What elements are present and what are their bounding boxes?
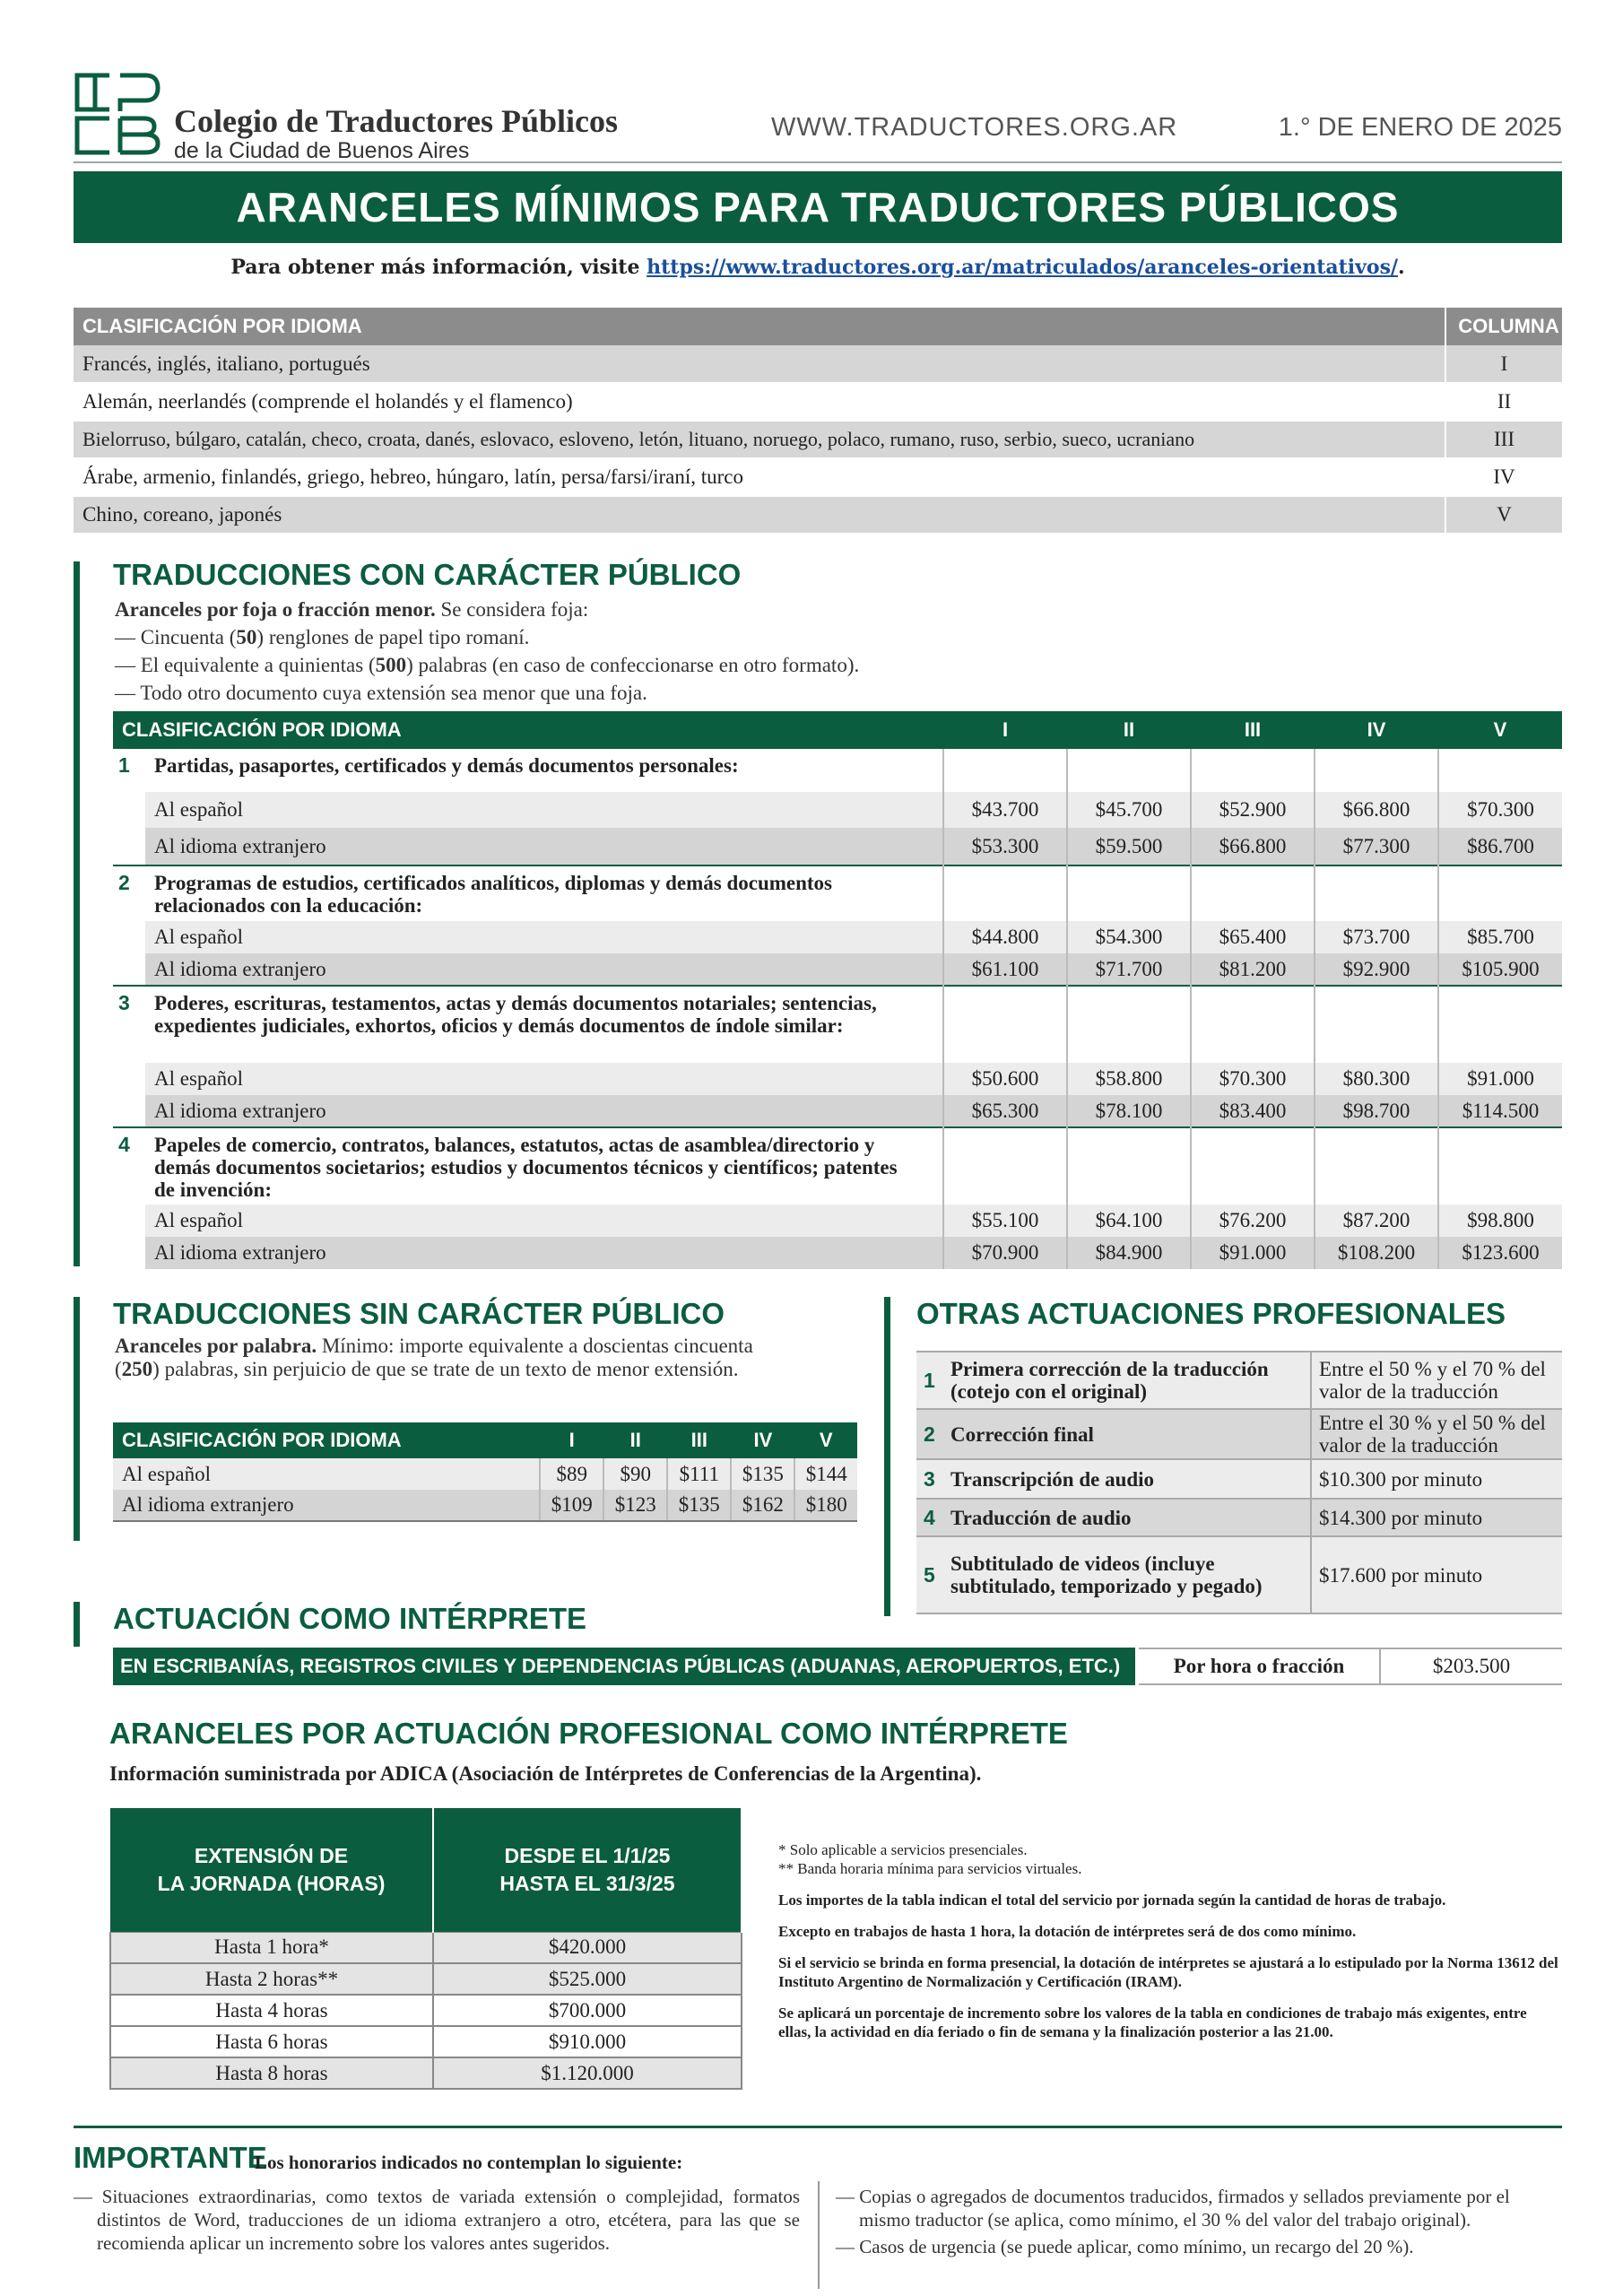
header-line: LA JORNADA (HORAS) [157, 1871, 386, 1895]
rate-value: $81.200 [1191, 953, 1315, 986]
rate-value: $66.800 [1191, 828, 1315, 865]
rate-value: $65.300 [943, 1095, 1067, 1127]
info-suffix: . [1398, 256, 1405, 279]
important-item: — Copias o agregados de documentos traducidos, firmados y sellados previamente por el mismo traductor (se aplica, como mínimo, el 30 % del valor del trabajo original). [836, 2186, 1510, 2231]
lang-column: I [1445, 345, 1562, 383]
table-row [113, 1205, 1562, 1237]
bullet-number: 500 [375, 654, 407, 676]
bullet-text: — El equivalente a quinientas ( [115, 654, 376, 676]
public-section-title: TRADUCCIONES CON CARÁCTER PÚBLICO [113, 558, 742, 591]
info-line [74, 256, 1562, 279]
price-cell: $910.000 [433, 2026, 742, 2057]
rate-value: $54.300 [1067, 921, 1191, 953]
table-row [74, 345, 1562, 383]
col-header: I [540, 1422, 603, 1458]
rate-value: $43.700 [943, 792, 1067, 828]
col-header: IV [1315, 711, 1438, 749]
table-row [110, 2026, 742, 2057]
group-number: 3 [113, 986, 145, 1063]
bullet-text: ) renglones de papel tipo romaní. [256, 626, 530, 648]
rate-value: $123 [603, 1490, 667, 1521]
page-header [74, 63, 1562, 163]
rate-value: $45.700 [1067, 792, 1191, 828]
section-accent-bar [74, 561, 80, 1266]
table-row [113, 792, 1562, 828]
rate-value: $89 [540, 1458, 603, 1490]
service-name: Primera corrección de la traducción (cotejo con el original) [943, 1352, 1311, 1409]
col-header: I [943, 711, 1067, 749]
group-number: 1 [118, 753, 130, 777]
rate-value: $52.900 [1191, 792, 1315, 828]
col-header: V [794, 1422, 857, 1458]
adica-col-header-hours [110, 1808, 433, 1932]
lang-header-label: CLASIFICACIÓN POR IDIOMA [74, 308, 1445, 345]
language-classification-table [74, 308, 1562, 535]
table-row [113, 953, 1562, 986]
nonpublic-rates-table [113, 1422, 857, 1522]
price-cell: $1.120.000 [433, 2057, 742, 2089]
group-title: Programas de estudios, certificados analíticos, diplomas y demás documentos relacionados con la educación: [145, 865, 943, 921]
row-label: Al idioma extranjero [145, 1237, 943, 1269]
table-row [916, 1499, 1562, 1536]
service-number: 5 [916, 1536, 943, 1613]
public-lead-rest: Se considera foja: [435, 598, 589, 621]
public-section-text [115, 596, 1191, 707]
rate-value: $162 [731, 1490, 794, 1521]
table-row [74, 458, 1562, 496]
lead-number: 250 [121, 1358, 153, 1380]
rate-value: $114.500 [1438, 1095, 1562, 1127]
table-row [74, 421, 1562, 458]
service-value: $10.300 por minuto [1311, 1459, 1562, 1499]
group-heading-row [113, 865, 1562, 921]
hours-cell: Hasta 6 horas [110, 2026, 433, 2057]
nonpublic-section-title: TRADUCCIONES SIN CARÁCTER PÚBLICO [113, 1297, 725, 1330]
bullet-text: ) palabras (en caso de confeccionarse en otro formato). [406, 654, 860, 676]
rate-value: $109 [540, 1490, 603, 1521]
public-rates-table [113, 711, 1562, 1269]
hours-cell: Hasta 4 horas [110, 1995, 433, 2026]
ctpcba-logo-icon [74, 68, 163, 158]
table-row [113, 1063, 1562, 1095]
rate-value: $78.100 [1067, 1095, 1191, 1127]
rate-value: $91.000 [1191, 1237, 1315, 1269]
rate-value: $70.300 [1438, 792, 1562, 828]
page-title: ARANCELES MÍNIMOS PARA TRADUCTORES PÚBLICOS [74, 171, 1562, 243]
section-accent-bar [884, 1297, 890, 1616]
rate-value: $86.700 [1438, 828, 1562, 865]
hours-cell: Hasta 2 horas** [110, 1963, 433, 1995]
group-title: Partidas, pasaportes, certificados y demás documentos personales: [154, 754, 739, 777]
rate-value: $59.500 [1067, 828, 1191, 865]
group-heading-row [113, 986, 1562, 1063]
rate-value: $135 [731, 1458, 794, 1490]
rate-value: $98.700 [1315, 1095, 1438, 1127]
important-subtitle: Los honorarios indicados no contemplan lo siguiente: [255, 2152, 683, 2173]
other-section-title: OTRAS ACTUACIONES PROFESIONALES [916, 1297, 1506, 1330]
rate-value: $105.900 [1438, 953, 1562, 986]
service-name: Traducción de audio [943, 1499, 1311, 1536]
service-name: Subtitulado de videos (incluye subtitulado, temporizado y pegado) [943, 1536, 1311, 1613]
lang-column: II [1445, 383, 1562, 421]
table-row [110, 1963, 742, 1995]
table-row [916, 1536, 1562, 1613]
price-cell: $700.000 [433, 1995, 742, 2026]
lang-list: Árabe, armenio, finlandés, griego, hebreo, húngaro, latín, persa/farsi/iraní, turco [74, 458, 1445, 496]
section-accent-bar [74, 1297, 80, 1541]
nonpublic-lead-bold: Aranceles por palabra. [115, 1335, 317, 1357]
important-left-column [74, 2185, 800, 2258]
table-row [916, 1409, 1562, 1459]
header-line: EXTENSIÓN DE [194, 1843, 349, 1867]
lang-list: Francés, inglés, italiano, portugués [74, 345, 1445, 383]
rate-value: $84.900 [1067, 1237, 1191, 1269]
info-prefix: Para obtener más información, visite [230, 256, 647, 279]
row-label: Al español [145, 792, 943, 828]
adica-col-header-period [433, 1808, 742, 1932]
group-heading-row [113, 749, 1562, 792]
adica-notes [778, 1840, 1562, 2041]
lang-column: IV [1445, 458, 1562, 496]
price-cell: $420.000 [433, 1932, 742, 1963]
important-item: — Casos de urgencia (se puede aplicar, como mínimo, un recargo del 20 %). [836, 2236, 1414, 2257]
row-label: Al idioma extranjero [145, 953, 943, 986]
table-row [113, 1458, 857, 1490]
col-header: V [1438, 711, 1562, 749]
rate-value: $76.200 [1191, 1205, 1315, 1237]
rate-value: $77.300 [1315, 828, 1438, 865]
table-row [916, 1459, 1562, 1499]
row-label: Al idioma extranjero [145, 828, 943, 865]
rate-value: $111 [667, 1458, 731, 1490]
rate-value: $90 [603, 1458, 667, 1490]
header-date: 1.° DE ENERO DE 2025 [1278, 113, 1562, 142]
table-row [113, 1237, 1562, 1269]
org-name: Colegio de Traductores Públicos [174, 103, 618, 139]
rate-value: $55.100 [943, 1205, 1067, 1237]
note-paragraph: Excepto en trabajos de hasta 1 hora, la dotación de intérpretes será de dos como mínimo. [778, 1923, 1357, 1940]
rate-value: $65.400 [1191, 921, 1315, 953]
group-number: 2 [113, 865, 145, 921]
table-row [110, 1932, 742, 1963]
important-divider [74, 2126, 1562, 2128]
rate-value: $85.700 [1438, 921, 1562, 953]
important-item: — Situaciones extraordinarias, como textos de variada extensión o complejidad, formatos distintos de Word, traducciones de un idioma extranjero a otro, etcétera, para las que se recomienda aplicar un incremento sobre los valores antes sugeridos. [74, 2186, 800, 2254]
lead-text: Mínimo: importe equivalente a doscientas cincuenta ( [115, 1335, 753, 1380]
rate-value: $98.800 [1438, 1205, 1562, 1237]
note-paragraph: Se aplicará un porcentaje de incremento sobre los valores de la tabla en condiciones de trabajo más exigentes, entre ellas, la actividad en día feriado o fin de semana y la finalización posterior a las 21.00. [778, 2005, 1527, 2040]
header-line: HASTA EL 31/3/25 [499, 1871, 675, 1895]
interpreter-section-title: ACTUACIÓN COMO INTÉRPRETE [113, 1602, 586, 1635]
service-number: 1 [916, 1352, 943, 1409]
rate-value: $91.000 [1438, 1063, 1562, 1095]
group-heading-row [113, 1127, 1562, 1205]
col-header: II [603, 1422, 667, 1458]
row-label: Al español [145, 1063, 943, 1095]
interpreter-rate-value: $203.500 [1381, 1648, 1562, 1685]
table-row [916, 1352, 1562, 1409]
important-right-column [836, 2185, 1562, 2262]
table-row [74, 383, 1562, 421]
table-row [113, 828, 1562, 865]
group-number: 4 [113, 1127, 145, 1205]
lang-list: Chino, coreano, japonés [74, 496, 1445, 534]
bullet-number: 50 [236, 626, 257, 648]
col-header: II [1067, 711, 1191, 749]
row-label: Al idioma extranjero [145, 1095, 943, 1127]
col-header: IV [731, 1422, 794, 1458]
note-paragraph: Si el servicio se brinda en forma presencial, la dotación de intérpretes se ajustará a lo estipulado por la Norma 13612 del Instituto Argentino de Normalización y Certificación (IRAM). [778, 1954, 1558, 1990]
service-number: 2 [916, 1409, 943, 1459]
rate-value: $70.900 [943, 1237, 1067, 1269]
hours-cell: Hasta 1 hora* [110, 1932, 433, 1963]
interpreter-scope-bar: EN ESCRIBANÍAS, REGISTROS CIVILES Y DEPENDENCIAS PÚBLICAS (ADUANAS, AEROPUERTOS, ETC.) [113, 1648, 1135, 1685]
rate-value: $73.700 [1315, 921, 1438, 953]
np-header-label: CLASIFICACIÓN POR IDIOMA [113, 1422, 540, 1458]
table-row [113, 1490, 857, 1521]
lang-list: Bielorruso, búlgaro, catalán, checo, croata, danés, eslovaco, esloveno, letón, lituano, noruego, polaco, rumano, ruso, serbio, sueco, ucraniano [74, 421, 1445, 458]
rate-value: $108.200 [1315, 1237, 1438, 1269]
hours-cell: Hasta 8 horas [110, 2057, 433, 2089]
rate-value: $123.600 [1438, 1237, 1562, 1269]
important-title: IMPORTANTE [74, 2141, 267, 2174]
row-label: Al español [145, 1205, 943, 1237]
note-paragraph: Los importes de la tabla indican el total del servicio por jornada según la cantidad de horas de trabajo. [778, 1892, 1446, 1909]
rate-value: $44.800 [943, 921, 1067, 953]
lang-column: V [1445, 496, 1562, 534]
rate-value: $144 [794, 1458, 857, 1490]
service-value: $14.300 por minuto [1311, 1499, 1562, 1536]
interpreter-rate-label: Por hora o fracción [1139, 1648, 1381, 1685]
row-label: Al idioma extranjero [113, 1490, 540, 1521]
public-lead-bold: Aranceles por foja o fracción menor. [115, 598, 436, 621]
other-services-table [916, 1351, 1562, 1614]
service-name: Transcripción de audio [943, 1459, 1311, 1499]
note-footnote: ** Banda horaria mínima para servicios virtuales. [778, 1860, 1082, 1877]
section-accent-bar [74, 1602, 80, 1647]
service-number: 4 [916, 1499, 943, 1536]
lang-header-column: COLUMNA [1445, 308, 1562, 345]
row-label: Al español [145, 921, 943, 953]
column-divider [818, 2181, 820, 2289]
rate-value: $80.300 [1315, 1063, 1438, 1095]
service-value: Entre el 50 % y el 70 % del valor de la traducción [1311, 1352, 1562, 1409]
nonpublic-section-text [115, 1335, 778, 1381]
lead-text: ) palabras, sin perjuicio de que se trate de un texto de menor extensión. [152, 1358, 739, 1380]
col-header: III [1191, 711, 1315, 749]
rate-value: $83.400 [1191, 1095, 1315, 1127]
info-link[interactable]: https://www.traductores.org.ar/matriculados/aranceles-orientativos/ [647, 256, 1399, 279]
rate-value: $53.300 [943, 828, 1067, 865]
service-value: $17.600 por minuto [1311, 1536, 1562, 1613]
rate-value: $180 [794, 1490, 857, 1521]
adica-subtitle: Información suministrada por ADICA (Asociación de Intérpretes de Conferencias de la Argentina). [109, 1762, 982, 1785]
adica-rates-table [109, 1808, 742, 2090]
service-number: 3 [916, 1459, 943, 1499]
table-row [110, 1995, 742, 2026]
rate-value: $70.300 [1191, 1063, 1315, 1095]
rate-value: $66.800 [1315, 792, 1438, 828]
row-label: Al español [113, 1458, 540, 1490]
bullet-text: — Todo otro documento cuya extensión sea menor que una foja. [115, 682, 647, 704]
org-subtitle: de la Ciudad de Buenos Aires [174, 138, 470, 163]
table-row [110, 2057, 742, 2089]
header-line: DESDE EL 1/1/25 [504, 1843, 671, 1867]
table-row [113, 1095, 1562, 1127]
rate-value: $71.700 [1067, 953, 1191, 986]
rate-value: $58.800 [1067, 1063, 1191, 1095]
rate-value: $92.900 [1315, 953, 1438, 986]
rate-value: $135 [667, 1490, 731, 1521]
rate-value: $50.600 [943, 1063, 1067, 1095]
pub-header-label: CLASIFICACIÓN POR IDIOMA [113, 711, 943, 749]
table-row [113, 921, 1562, 953]
lang-list: Alemán, neerlandés (comprende el holandés y el flamenco) [74, 383, 1445, 421]
rate-value: $87.200 [1315, 1205, 1438, 1237]
service-name: Corrección final [943, 1409, 1311, 1459]
adica-section-title: ARANCELES POR ACTUACIÓN PROFESIONAL COMO INTÉRPRETE [109, 1717, 1068, 1750]
group-title: Poderes, escrituras, testamentos, actas y demás documentos notariales; sentencias, expedientes judiciales, exhortos, oficios y demás documentos de índole similar: [145, 986, 943, 1063]
group-title: Papeles de comercio, contratos, balances, estatutos, actas de asamblea/directorio y demás documentos societarios; estudios y documentos técnicos y científicos; patentes de invención: [145, 1127, 943, 1205]
site-url[interactable]: WWW.TRADUCTORES.ORG.AR [771, 113, 1178, 142]
price-cell: $525.000 [433, 1963, 742, 1995]
lang-column: III [1445, 421, 1562, 458]
table-row [74, 496, 1562, 534]
bullet-text: — Cincuenta ( [115, 626, 237, 648]
rate-value: $61.100 [943, 953, 1067, 986]
col-header: III [667, 1422, 731, 1458]
service-value: Entre el 30 % y el 50 % del valor de la traducción [1311, 1409, 1562, 1459]
rate-value: $64.100 [1067, 1205, 1191, 1237]
note-footnote: * Solo aplicable a servicios presenciales. [778, 1841, 1028, 1858]
